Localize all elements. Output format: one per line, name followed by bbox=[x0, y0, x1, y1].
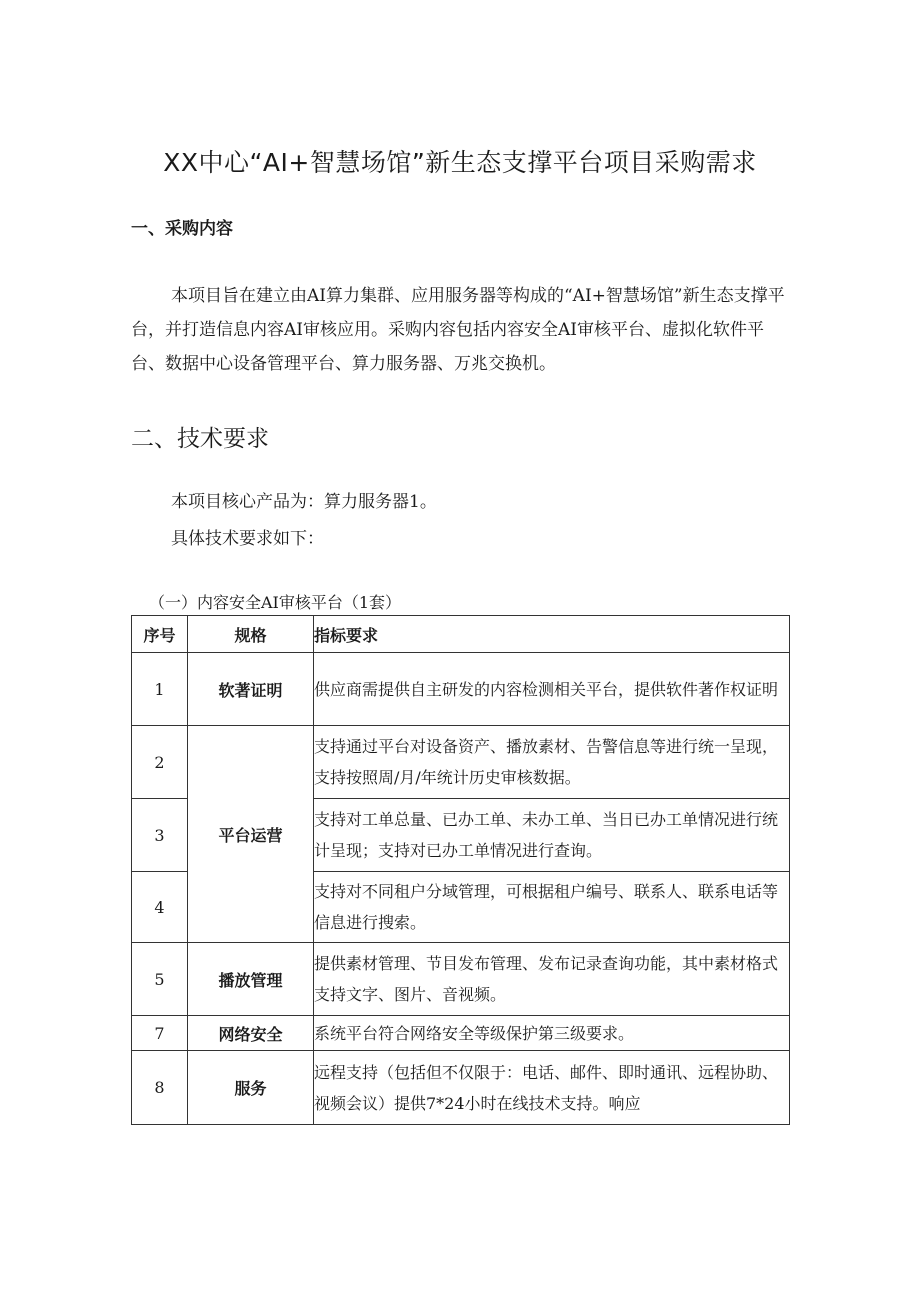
table-header-row bbox=[132, 616, 790, 653]
row-spec: 网络安全 bbox=[188, 1016, 314, 1051]
table-row bbox=[132, 1051, 790, 1125]
row-spec: 播放管理 bbox=[188, 943, 314, 1016]
row-number: 7 bbox=[132, 1016, 188, 1051]
row-number: 2 bbox=[132, 726, 188, 799]
table-row bbox=[132, 653, 790, 726]
row-number: 8 bbox=[132, 1051, 188, 1125]
header-requirement: 指标要求 bbox=[314, 616, 790, 653]
row-number: 4 bbox=[132, 872, 188, 943]
row-requirement: 支持通过平台对设备资产、播放素材、告警信息等进行统一呈现，支持按照周/月/年统计历史审核数据。 bbox=[314, 726, 790, 799]
table-row bbox=[132, 943, 790, 1016]
row-spec: 软著证明 bbox=[188, 653, 314, 726]
section-heading-procurement: 一、采购内容 bbox=[131, 219, 233, 239]
requirements-table bbox=[131, 615, 790, 1125]
row-number: 5 bbox=[132, 943, 188, 1016]
section-heading-technical: 二、技术要求 bbox=[131, 426, 269, 452]
table-row bbox=[132, 726, 790, 799]
core-product-line: 本项目核心产品为：算力服务器1。 bbox=[171, 492, 437, 512]
header-spec: 规格 bbox=[188, 616, 314, 653]
row-spec: 服务 bbox=[188, 1051, 314, 1125]
procurement-paragraph: 本项目旨在建立由AI算力集群、应用服务器等构成的“AI+智慧场馆”新生态支撑平台，并打造信息内容AI审核应用。采购内容包括内容安全AI审核平台、虚拟化软件平台、数据中心设备管理平台、算力服务器、万兆交换机。 bbox=[131, 286, 785, 374]
row-requirement: 支持对工单总量、已办工单、未办工单、当日已办工单情况进行统计呈现；支持对已办工单情况进行查询。 bbox=[314, 799, 790, 872]
spec-intro-line: 具体技术要求如下： bbox=[171, 529, 324, 549]
table-row bbox=[132, 1016, 790, 1051]
row-requirement: 远程支持（包括但不仅限于：电话、邮件、即时通讯、远程协助、视频会议）提供7*24小时在线技术支持。响应 bbox=[314, 1051, 790, 1125]
row-requirement: 提供素材管理、节目发布管理、发布记录查询功能，其中素材格式支持文字、图片、音视频。 bbox=[314, 943, 790, 1016]
row-requirement: 支持对不同租户分域管理，可根据租户编号、联系人、联系电话等信息进行搜索。 bbox=[314, 872, 790, 943]
row-spec: 平台运营 bbox=[188, 726, 314, 943]
row-requirement: 系统平台符合网络安全等级保护第三级要求。 bbox=[314, 1016, 790, 1051]
row-number: 3 bbox=[132, 799, 188, 872]
row-number: 1 bbox=[132, 653, 188, 726]
table-caption: （一）内容安全AI审核平台（1套） bbox=[149, 593, 402, 612]
header-serial-no: 序号 bbox=[132, 616, 188, 653]
row-requirement: 供应商需提供自主研发的内容检测相关平台，提供软件著作权证明 bbox=[314, 653, 790, 726]
document-title: XX中心“AI+智慧场馆”新生态支撑平台项目采购需求 bbox=[163, 148, 757, 177]
